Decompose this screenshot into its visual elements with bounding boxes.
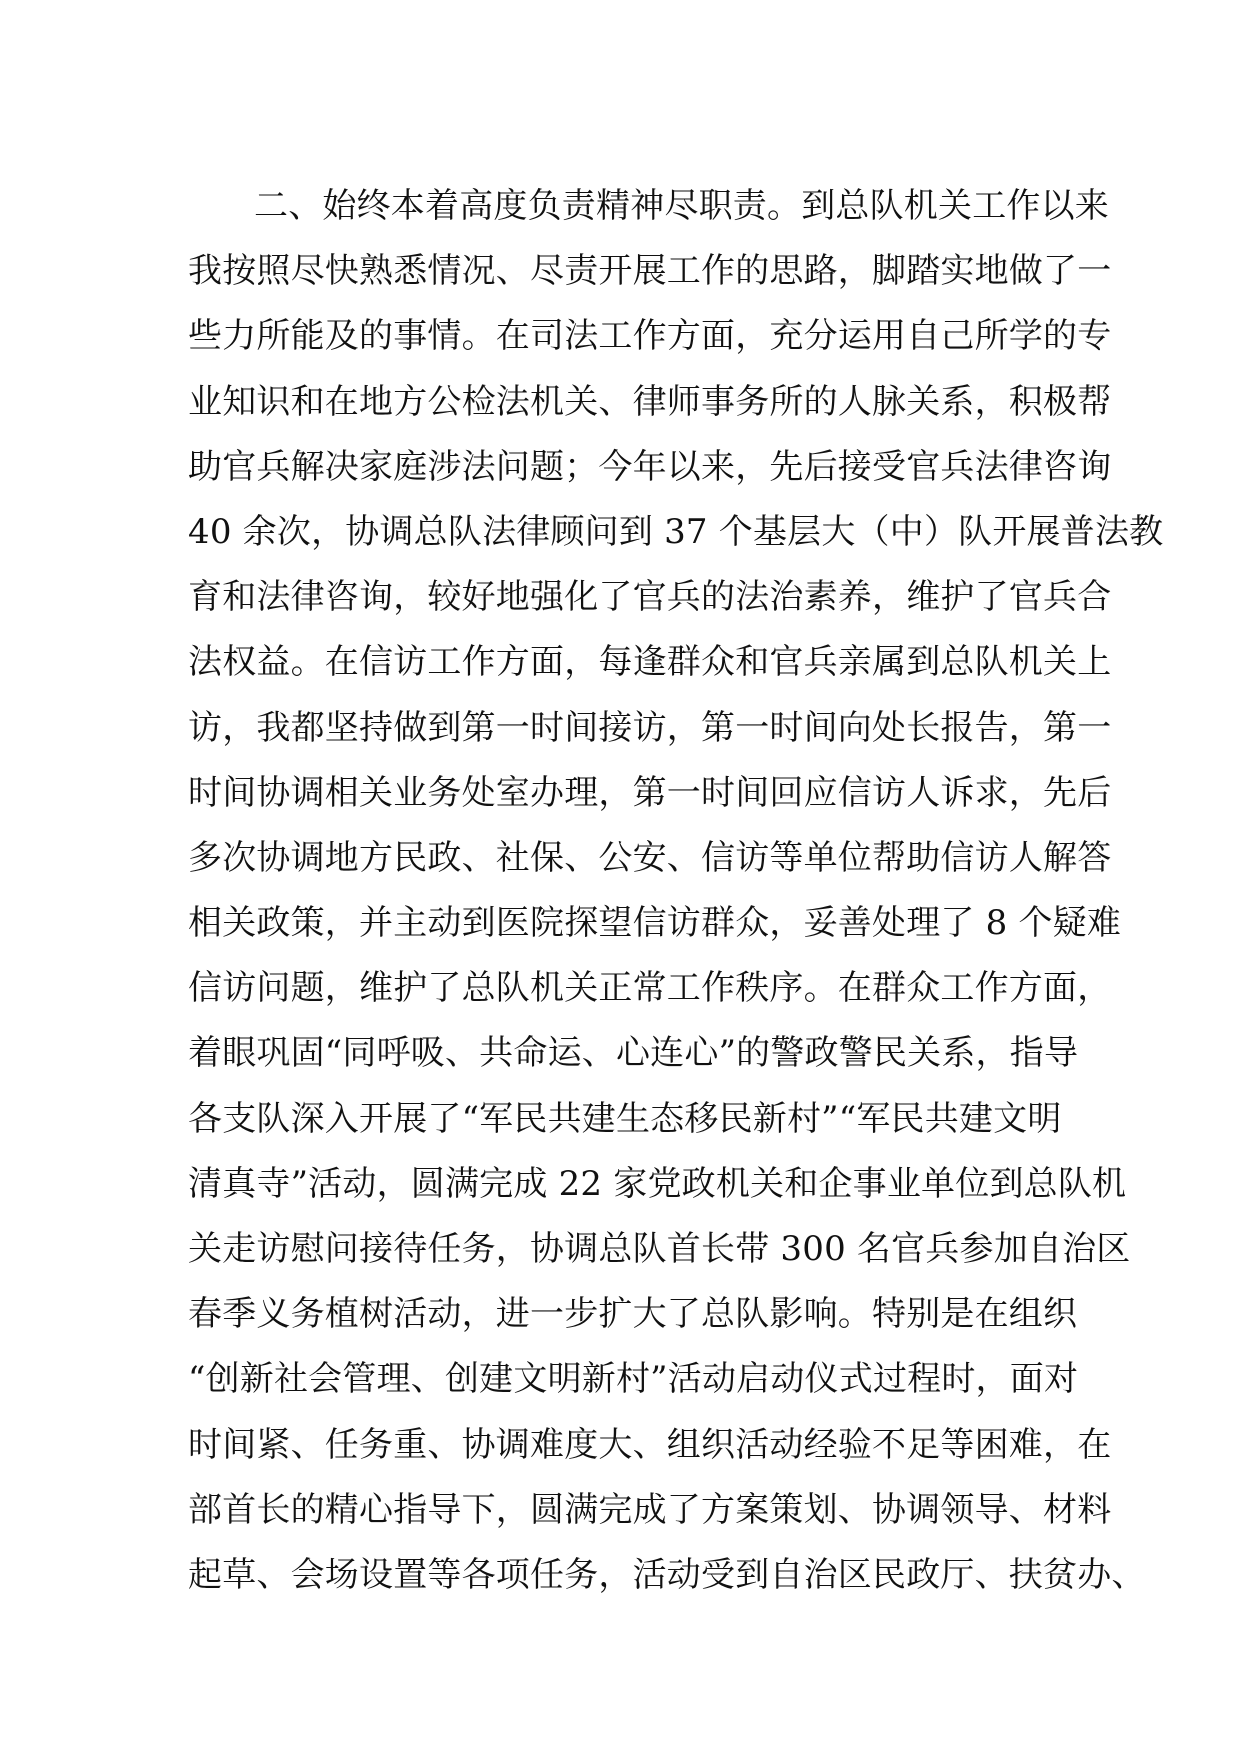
paragraph-line: 信访问题，维护了总队机关正常工作秩序。在群众工作方面，: [188, 968, 1112, 1009]
paragraph-line: 各支队深入开展了“军民共建生态移民新村”“军民共建文明: [188, 1098, 1062, 1139]
paragraph-line: 40 余次，协调总队法律顾问到 37 个基层大（中）队开展普法教: [188, 511, 1164, 552]
paragraph-line: 业知识和在地方公检法机关、律师事务所的人脉关系，积极帮: [188, 381, 1112, 422]
paragraph-line: 二、始终本着高度负责精神尽职责。到总队机关工作以来: [254, 186, 1109, 226]
paragraph-line: 法权益。在信访工作方面，每逢群众和官兵亲属到总队机关上: [188, 642, 1112, 683]
paragraph-line: 助官兵解决家庭涉法问题；今年以来，先后接受官兵法律咨询: [188, 446, 1112, 487]
paragraph-line: 多次协调地方民政、社保、公安、信访等单位帮助信访人解答: [188, 837, 1112, 878]
paragraph-line: 时间紧、任务重、协调难度大、组织活动经验不足等困难，在: [188, 1424, 1112, 1465]
paragraph-line: 起草、会场设置等各项任务，活动受到自治区民政厅、扶贫办、: [188, 1554, 1146, 1595]
paragraph-line: 相关政策，并主动到医院探望信访群众，妥善处理了 8 个疑难: [188, 903, 1122, 944]
paragraph-line: “创新社会管理、创建文明新村”活动启动仪式过程时，面对: [188, 1359, 1079, 1400]
paragraph-line: 着眼巩固“同呼吸、共命运、心连心”的警政警民关系，指导: [188, 1033, 1079, 1074]
paragraph-line: 些力所能及的事情。在司法工作方面，充分运用自己所学的专: [188, 316, 1112, 357]
paragraph-line: 春季义务植树活动，进一步扩大了总队影响。特别是在组织: [188, 1294, 1078, 1335]
paragraph-line: 访，我都坚持做到第一时间接访，第一时间向处长报告，第一: [188, 707, 1112, 748]
document-paragraph: [188, 174, 1164, 1608]
paragraph-line: 育和法律咨询，较好地强化了官兵的法治素养，维护了官兵合: [188, 577, 1112, 618]
paragraph-line: 我按照尽快熟悉情况、尽责开展工作的思路，脚踏实地做了一: [188, 251, 1112, 292]
paragraph-line: 部首长的精心指导下，圆满完成了方案策划、协调领导、材料: [188, 1489, 1112, 1530]
paragraph-line: 时间协调相关业务处室办理，第一时间回应信访人诉求，先后: [188, 772, 1112, 813]
paragraph-line: 清真寺”活动，圆满完成 22 家党政机关和企事业单位到总队机: [188, 1163, 1127, 1204]
paragraph-line: 关走访慰问接待任务，协调总队首长带 300 名官兵参加自治区: [188, 1229, 1131, 1269]
